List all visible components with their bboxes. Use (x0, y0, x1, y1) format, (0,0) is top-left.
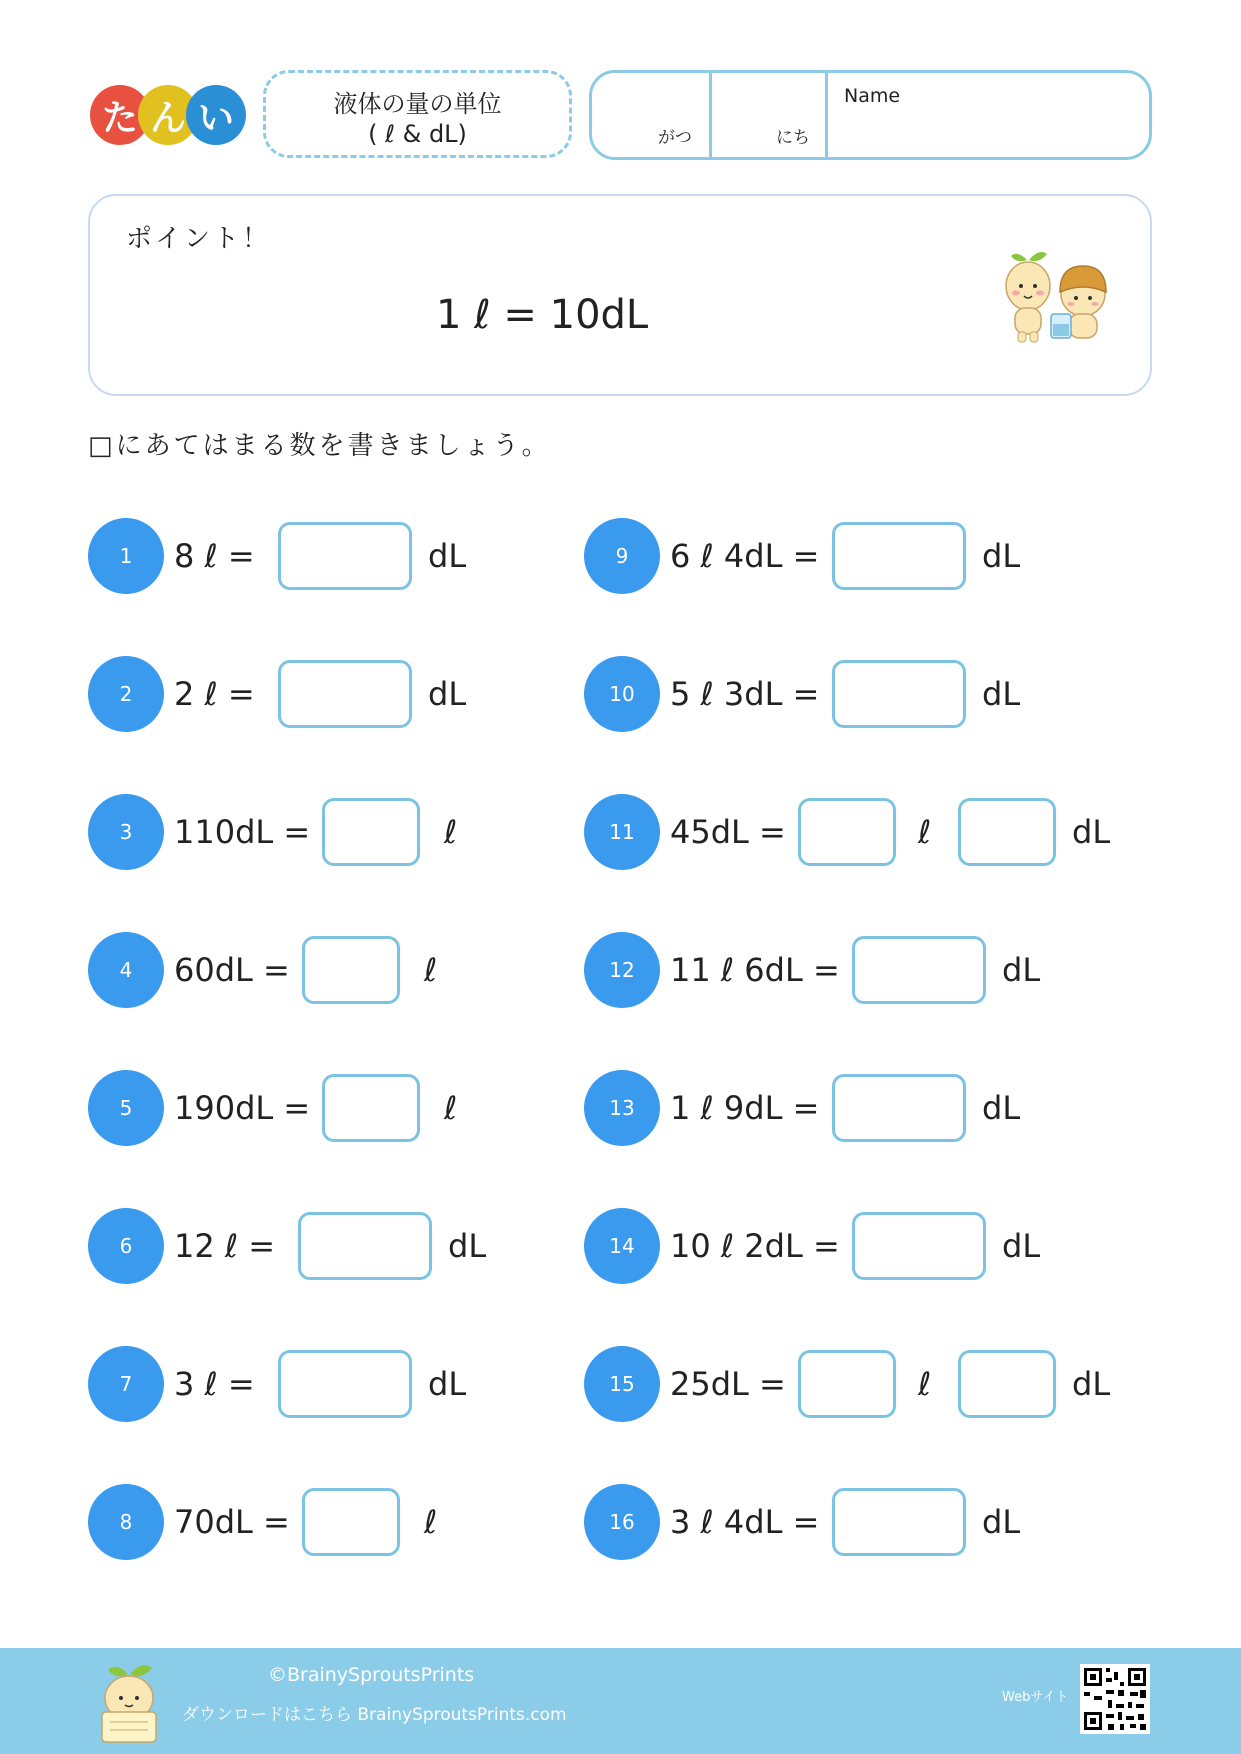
problem-number: 10 (584, 656, 660, 732)
qr-code-icon[interactable] (1080, 1664, 1150, 1734)
worksheet-title (263, 70, 572, 158)
problem-expression: 60dL = (174, 951, 290, 989)
problem-expression: 25dL = (670, 1365, 786, 1403)
unit: dL (1072, 813, 1111, 851)
unit: dL (428, 1365, 467, 1403)
problem-number: 7 (88, 1346, 164, 1422)
footer (0, 1648, 1241, 1754)
day-label: にち (776, 128, 810, 148)
unit: ℓ (444, 1089, 458, 1127)
unit: ℓ (424, 1503, 438, 1541)
answer-box[interactable] (278, 522, 412, 590)
point-formula: 1 ℓ = 10dL (436, 292, 649, 338)
unit: dL (982, 1503, 1021, 1541)
problem-expression: 3 ℓ = (174, 1365, 255, 1403)
answer-box[interactable] (832, 1488, 966, 1556)
answer-box[interactable] (832, 522, 966, 590)
problem-number: 13 (584, 1070, 660, 1146)
problem-expression: 110dL = (174, 813, 311, 851)
problem-number: 8 (88, 1484, 164, 1560)
problem-number: 14 (584, 1208, 660, 1284)
problem-expression: 12 ℓ = (174, 1227, 276, 1265)
problem-expression: 190dL = (174, 1089, 311, 1127)
instruction: □にあてはまる数を書きましょう。 (88, 431, 551, 461)
problem-expression: 10 ℓ 2dL = (670, 1227, 840, 1265)
sprout-mascot-icon (98, 1660, 160, 1746)
point-label: ポイント！ (126, 224, 272, 254)
problem-expression: 8 ℓ = (174, 537, 255, 575)
copyright: ©BrainySproutsPrints (268, 1664, 475, 1686)
problem-expression: 70dL = (174, 1503, 290, 1541)
mascot-illustration-icon (987, 246, 1117, 346)
unit: dL (982, 675, 1021, 713)
answer-box[interactable] (958, 1350, 1056, 1418)
problem-number: 1 (88, 518, 164, 594)
title-line-1: 液体の量の単位 (333, 90, 502, 118)
problem-number: 11 (584, 794, 660, 870)
answer-box[interactable] (302, 936, 400, 1004)
answer-box[interactable] (832, 660, 966, 728)
unit: dL (1002, 951, 1041, 989)
problem-number: 2 (88, 656, 164, 732)
problem-expression: 11 ℓ 6dL = (670, 951, 840, 989)
problem-expression: 5 ℓ 3dL = (670, 675, 820, 713)
unit: dL (428, 675, 467, 713)
answer-box[interactable] (322, 798, 420, 866)
answer-box[interactable] (958, 798, 1056, 866)
unit: dL (1072, 1365, 1111, 1403)
answer-box[interactable] (832, 1074, 966, 1142)
logo-i: い (186, 85, 246, 145)
problem-expression: 1 ℓ 9dL = (670, 1089, 820, 1127)
logo-ta: た (90, 85, 150, 145)
problem-expression: 2 ℓ = (174, 675, 255, 713)
answer-box[interactable] (322, 1074, 420, 1142)
problem-expression: 3 ℓ 4dL = (670, 1503, 820, 1541)
answer-box[interactable] (278, 1350, 412, 1418)
unit: dL (1002, 1227, 1041, 1265)
problem-expression: 6 ℓ 4dL = (670, 537, 820, 575)
answer-box[interactable] (298, 1212, 432, 1280)
unit: dL (982, 1089, 1021, 1127)
answer-box[interactable] (852, 1212, 986, 1280)
answer-box[interactable] (278, 660, 412, 728)
unit: ℓ (918, 813, 932, 851)
problem-number: 4 (88, 932, 164, 1008)
date-name-box (589, 70, 1152, 160)
download-link[interactable]: ダウンロードはこちら BrainySproutsPrints.com (182, 1705, 567, 1725)
answer-box[interactable] (852, 936, 986, 1004)
name-label: Name (844, 85, 901, 107)
problem-number: 5 (88, 1070, 164, 1146)
answer-box[interactable] (798, 1350, 896, 1418)
unit: ℓ (424, 951, 438, 989)
problem-number: 12 (584, 932, 660, 1008)
divider (825, 73, 828, 157)
problem-number: 6 (88, 1208, 164, 1284)
unit: dL (428, 537, 467, 575)
problem-number: 9 (584, 518, 660, 594)
unit: ℓ (444, 813, 458, 851)
title-line-2: ( ℓ & dL) (368, 120, 467, 148)
answer-box[interactable] (798, 798, 896, 866)
divider (709, 73, 712, 157)
unit: ℓ (918, 1365, 932, 1403)
answer-box[interactable] (302, 1488, 400, 1556)
month-label: がつ (658, 128, 692, 148)
website-label: Webサイト (1002, 1690, 1069, 1705)
logo-n: ん (138, 85, 198, 145)
problem-number: 15 (584, 1346, 660, 1422)
point-box (88, 194, 1152, 396)
problem-expression: 45dL = (670, 813, 786, 851)
unit: dL (982, 537, 1021, 575)
problem-number: 3 (88, 794, 164, 870)
problem-number: 16 (584, 1484, 660, 1560)
unit: dL (448, 1227, 487, 1265)
